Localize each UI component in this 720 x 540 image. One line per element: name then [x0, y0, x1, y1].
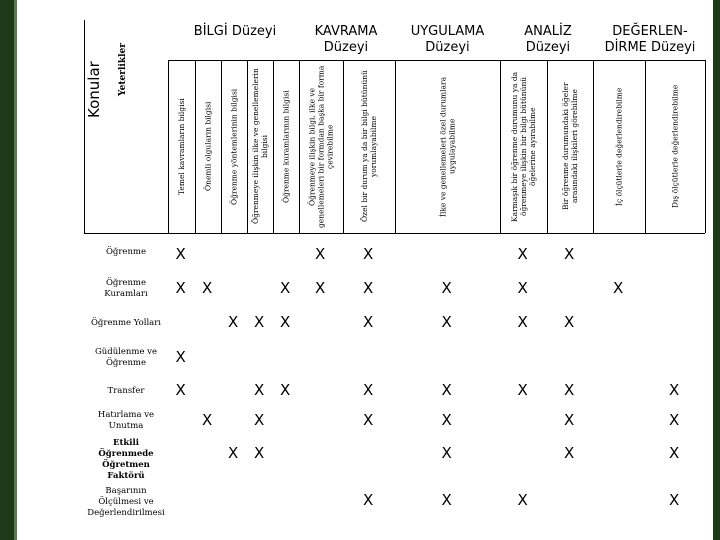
mark-x: X: [363, 381, 374, 399]
mark-x: X: [669, 444, 680, 462]
mark-x: X: [363, 279, 374, 297]
sub-column-header: İlke ve genellemeleri özel durumlara uygulayabilme: [438, 76, 457, 217]
mark-x: X: [517, 491, 528, 509]
mark-x: X: [517, 279, 528, 297]
table-row-label: Öğrenme Kuramları: [104, 278, 148, 299]
table-row-label: Öğrenme: [105, 247, 147, 257]
sub-column-header: Karmaşık bir öğrenme durumunu ya da öğrenmeye ilişkin bir bilgi bütününü öğelerine ayırabilme: [510, 71, 537, 222]
mark-x: X: [441, 381, 452, 399]
column-divider: [705, 60, 706, 233]
yeterlikler-label: Yeterlikler: [118, 43, 128, 97]
table-row-label: Güdülenme ve Öğrenme: [94, 346, 158, 368]
mark-x: X: [363, 245, 374, 263]
column-divider: [645, 60, 646, 233]
column-divider: [273, 60, 274, 233]
sub-column-header: Temel kavramların bilgisi: [177, 98, 186, 195]
table-row-label: Öğrenme Yolları: [90, 317, 162, 328]
mark-x: X: [202, 411, 213, 429]
slide-frame-left: [0, 0, 14, 540]
column-divider: [247, 60, 248, 233]
mark-x: X: [564, 411, 575, 429]
sub-column-header: Öğrenme kuramlarının bilgisi: [281, 90, 291, 203]
column-divider: [500, 60, 501, 233]
header-top-border: [168, 60, 705, 61]
slide-frame-right: [713, 0, 720, 540]
sub-column-header: Öğrenmeye ilişkin bilgi, ilke ve genellemeleri bir formdan başka bir forma çevirebilme: [307, 65, 335, 228]
column-divider: [221, 60, 222, 233]
group-header-kavrama: KAVRAMA Düzeyi: [304, 24, 388, 56]
mark-x: X: [175, 245, 186, 263]
mark-x: X: [363, 313, 374, 331]
mark-x: X: [564, 444, 575, 462]
mark-x: X: [441, 313, 452, 331]
table-row-label: Transfer: [107, 386, 145, 396]
mark-x: X: [564, 381, 575, 399]
mark-x: X: [441, 491, 452, 509]
mark-x: X: [669, 411, 680, 429]
mark-x: X: [315, 279, 326, 297]
group-header-uygulama: UYGULAMA Düzeyi: [400, 24, 495, 56]
column-divider: [547, 60, 548, 233]
konular-label: Konular: [85, 61, 103, 119]
group-header-analiz: ANALİZ Düzeyi: [512, 24, 584, 56]
sub-column-header: Öğrenme yöntemlerinin bilgisi: [229, 88, 239, 205]
mark-x: X: [175, 348, 186, 366]
mark-x: X: [564, 245, 575, 263]
table-row-label: Etkili Öğrenmede Öğretmen Faktörü: [98, 437, 154, 481]
header-bottom-border: [84, 233, 705, 234]
mark-x: X: [202, 279, 213, 297]
column-divider: [299, 60, 300, 233]
mark-x: X: [441, 279, 452, 297]
group-header-degerlendirme: DEĞERLEN-DİRME Düzeyi: [594, 24, 706, 56]
mark-x: X: [280, 381, 291, 399]
mark-x: X: [363, 491, 374, 509]
mark-x: X: [441, 411, 452, 429]
mark-x: X: [175, 381, 186, 399]
mark-x: X: [669, 381, 680, 399]
mark-x: X: [363, 411, 374, 429]
column-divider: [593, 60, 594, 233]
column-divider: [195, 60, 196, 233]
mark-x: X: [517, 245, 528, 263]
mark-x: X: [280, 313, 291, 331]
column-divider: [343, 60, 344, 233]
column-divider: [395, 60, 396, 233]
slide-frame-inner: [14, 0, 17, 540]
mark-x: X: [280, 279, 291, 297]
sub-column-header: Önemli olguların bilgisi: [203, 101, 213, 192]
table-row-label: Hatırlama ve Unutma: [97, 409, 155, 431]
mark-x: X: [613, 279, 624, 297]
mark-x: X: [175, 279, 186, 297]
sub-column-header: Öğrenmeye ilişkin ilke ve genellemelerin bilgisi: [251, 68, 269, 225]
group-header-bilgi: BİLGİ Düzeyi: [170, 24, 300, 40]
mark-x: X: [254, 381, 265, 399]
table-row-label: Başarının Ölçülmesi ve Değerlendirilmesi: [87, 485, 165, 518]
mark-x: X: [517, 313, 528, 331]
sub-column-header: Özel bir durum ya da bir bilgi bütününü yorumlayabilme: [360, 70, 378, 223]
mark-x: X: [441, 444, 452, 462]
mark-x: X: [315, 245, 326, 263]
mark-x: X: [254, 313, 265, 331]
sub-column-header: İç ölçütlerle değerlendirebilme: [614, 87, 624, 206]
mark-x: X: [669, 491, 680, 509]
column-divider: [168, 60, 169, 233]
mark-x: X: [254, 444, 265, 462]
mark-x: X: [228, 313, 239, 331]
mark-x: X: [517, 381, 528, 399]
mark-x: X: [228, 444, 239, 462]
sub-column-header: Bir öğrenme durumundaki öğeler arasındaki ilişkileri görebilme: [561, 82, 579, 211]
mark-x: X: [254, 411, 265, 429]
sub-column-header: Dış ölçütlerle değerlendirebilme: [670, 84, 680, 209]
mark-x: X: [564, 313, 575, 331]
